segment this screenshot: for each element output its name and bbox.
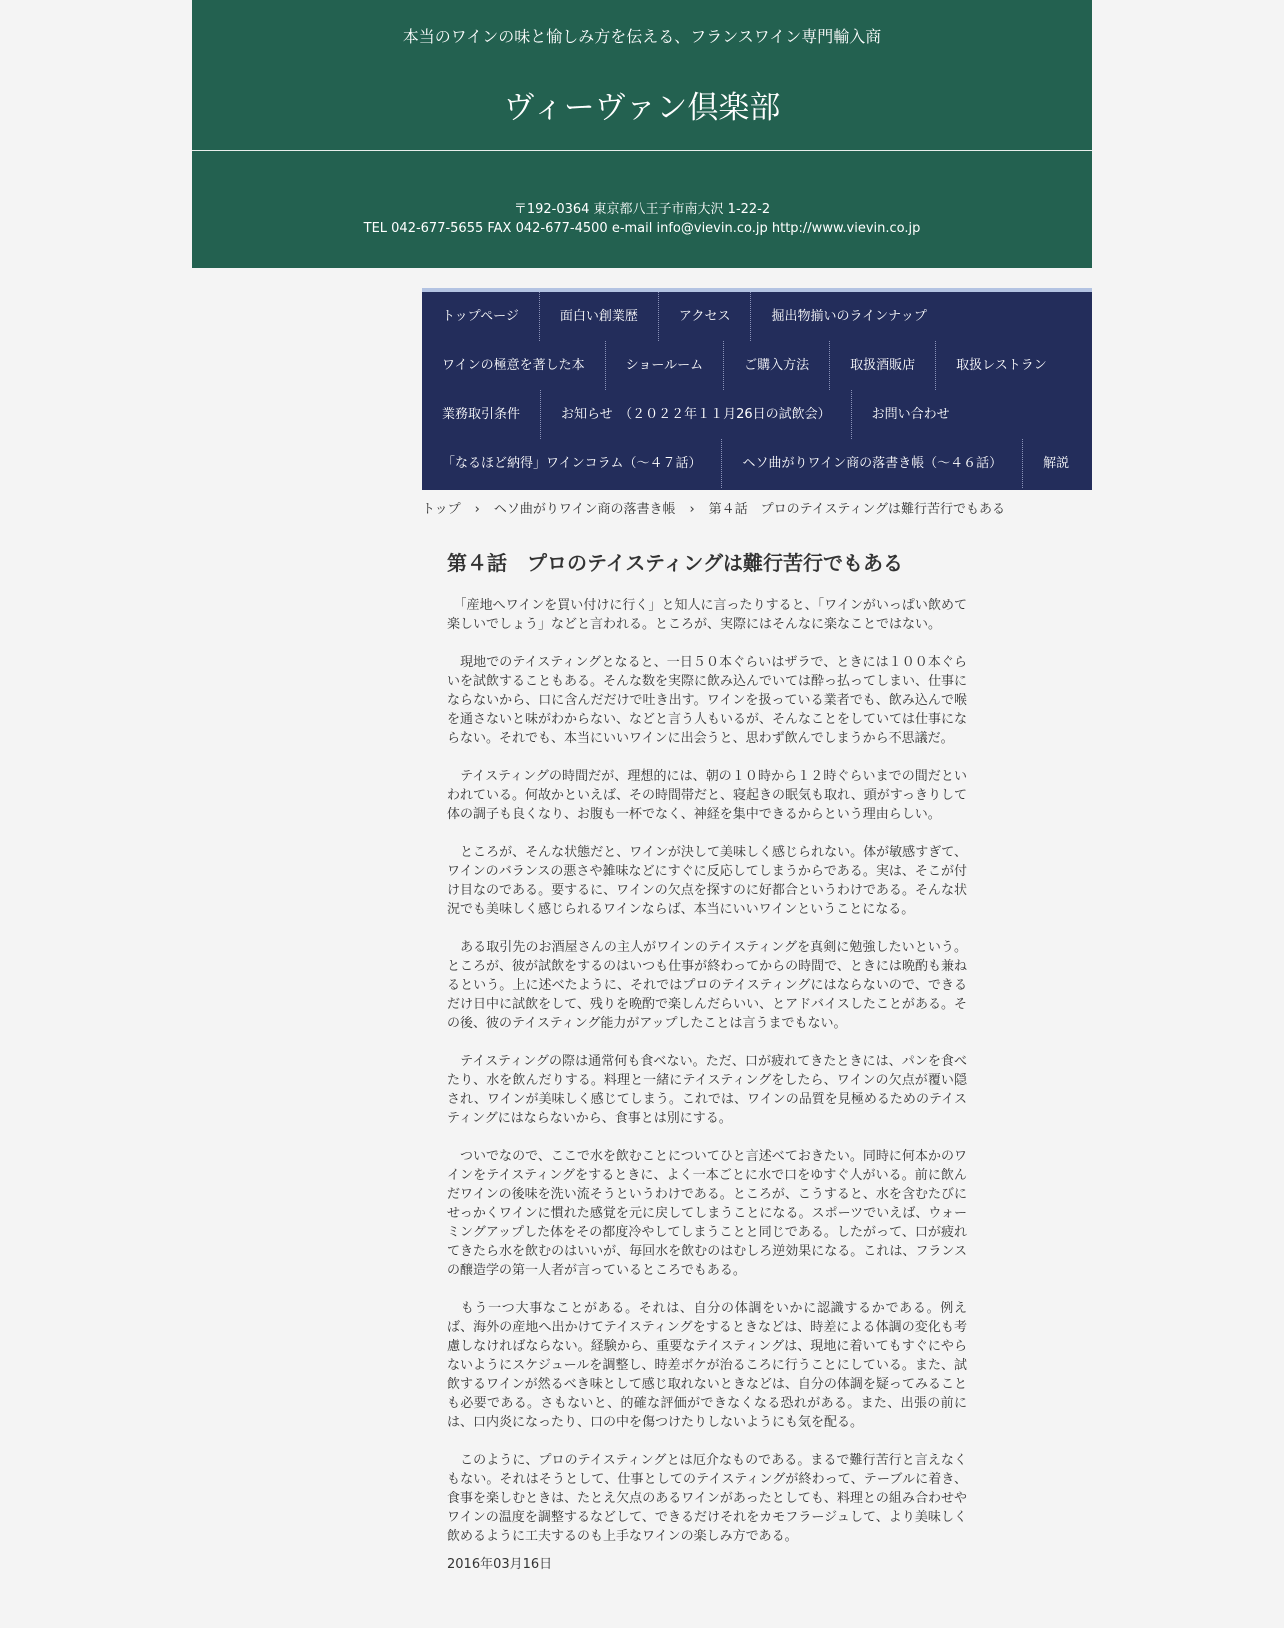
article-paragraph: ところが、そんな状態だと、ワインが決して美味しく感じられない。体が敏感すぎて、ワインのバランスの悪さや雑味などにすぐに反応してしまうからである。実は、そこが付け目なのである。要するに、ワインの欠点を探すのに好都合というわけである。そんな状況でも美味しく感じられるワインならば、本当にいいワインということになる。	[447, 845, 967, 917]
article-paragraph: このように、プロのテイスティングとは厄介なものである。まるで難行苦行と言えなくもない。それはそうとして、仕事としてのテイスティングが終わって、テーブルに着き、食事を楽しむときは、たとえ欠点のあるワインがあったとしても、料理との組み合わせやワインの温度を調整するなどして、できるだけそれをカモフラージュして、より美味しく飲めるように工夫するのも上手なワインの楽しみ方である。	[447, 1453, 967, 1544]
site-address: 〒192-0364 東京都八王子市南大沢 1-22-2	[513, 202, 771, 217]
article-paragraph: もう一つ大事なことがある。それは、自分の体調をいかに認識するかである。例えば、海外の産地へ出かけてテイスティングをするときなどは、時差による体調の変化も考慮しなければならない。経験から、重要なテイスティングは、現地に着いてもすぐにやらないようにスケジュールを調整し、時差ボケが治るころに行うことにしている。また、試飲するワインが然るべき味として感じ取れないときなどは、自分の体調を疑ってみることも必要である。さもないと、的確な評価ができなくなる恐れがある。また、出張の前には、口内炎になったり、口の中を傷つけたりしないようにも気を配る。	[447, 1301, 967, 1430]
nav-item-terms[interactable]: 業務取引条件	[422, 390, 541, 439]
breadcrumb-separator: ›	[474, 502, 480, 517]
nav-item-history[interactable]: 面白い創業歴	[540, 292, 659, 341]
nav-item-news[interactable]: お知らせ （２０２２年１１月26日の試飲会）	[541, 390, 852, 439]
main-navigation	[422, 288, 1092, 490]
nav-item-access[interactable]: アクセス	[659, 292, 752, 341]
breadcrumb-separator: ›	[689, 502, 695, 517]
site-contact: TEL 042-677-5655 FAX 042-677-4500 e-mail info@vievin.co.jp http://www.vievin.co.jp	[363, 221, 921, 236]
article-paragraph: 「産地へワインを買い付けに行く」と知人に言ったりすると、「ワインがいっぱい飲めて楽しいでしょう」などと言われる。ところが、実際にはそんなに楽なことではない。	[447, 598, 967, 632]
nav-item-lineup[interactable]: 掘出物揃いのラインナップ	[771, 309, 927, 324]
nav-row	[422, 439, 1089, 488]
nav-item-retailers[interactable]: 取扱酒販店	[830, 341, 936, 390]
site-header	[192, 0, 1092, 268]
nav-item-contact[interactable]: お問い合わせ	[871, 407, 950, 422]
nav-item-commentary[interactable]: 解説	[1043, 456, 1070, 471]
nav-item-restaurants[interactable]: 取扱レストラン	[956, 358, 1047, 373]
article-paragraph: ついでなので、ここで水を飲むことについてひと言述べておきたい。同時に何本かのワインをテイスティングをするときに、よく一本ごとに水で口をゆすぐ人がいる。前に飲んだワインの後味を洗い流そうというわけである。ところが、こうすると、水を含むたびにせっかくワインに慣れた感覚を元に戻してしまうことになる。スポーツでいえば、ウォーミングアップした体をその都度冷やしてしまうことと同じである。したがって、口が疲れてきたら水を飲むのはいいが、毎回水を飲むのはむしろ逆効果になる。これは、フランスの醸造学の第一人者が言っているところでもある。	[447, 1149, 967, 1278]
article-paragraph: テイスティングの際は通常何も食べない。ただ、口が疲れてきたときには、パンを食べたり、水を飲んだりする。料理と一緒にテイスティングをしたら、ワインの欠点が覆い隠され、ワインが美味しく感じてしまう。これでは、ワインの品質を見極めるためのテイスティングにはならないから、食事とは別にする。	[447, 1054, 967, 1126]
nav-item-showroom[interactable]: ショールーム	[606, 341, 724, 390]
nav-item-book[interactable]: ワインの極意を著した本	[422, 341, 606, 390]
article-paragraph: テイスティングの時間だが、理想的には、朝の１０時から１２時ぐらいまでの間だといわれている。何故かといえば、その時間帯だと、寝起きの眠気も取れ、頭がすっきりして体の調子も良くなり、お腹も一杯でなく、神経を集中できるからという理由らしい。	[447, 769, 968, 822]
breadcrumb-current: 第４話 プロのテイスティングは難行苦行でもある	[708, 502, 1006, 517]
nav-item-purchase[interactable]: ご購入方法	[724, 341, 830, 390]
article-title: 第４話 プロのテイスティングは難行苦行でもある	[447, 551, 903, 575]
nav-row	[422, 292, 947, 341]
site-title[interactable]: ヴィーヴァン倶楽部	[503, 90, 781, 126]
nav-item-top[interactable]: トップページ	[422, 292, 540, 341]
breadcrumb-link-notebook[interactable]: ヘソ曲がりワイン商の落書き帳	[493, 502, 676, 517]
article-paragraph: 現地でのテイスティングとなると、一日５０本ぐらいはザラで、ときには１００本ぐらいを試飲することもある。そんな数を実際に飲み込んでいては酔っ払ってしまい、仕事にならないから、口に含んだだけで吐き出す。ワインを扱っている業者でも、飲み込んで喉を通さないと味がわからない、などと言う人もいるが、そんなことをしていては仕事にならない。それでも、本当にいいワインに出会うと、思わず飲んでしまうから不思議だ。	[447, 655, 968, 746]
header-divider	[192, 150, 1092, 151]
article-paragraph: ある取引先のお酒屋さんの主人がワインのテイスティングを真剣に勉強したいという。ところが、彼が試飲をするのはいつも仕事が終わってからの時間で、ときには晩酌も兼ねるという。上に述べたように、それではプロのテイスティングにはならないので、できるだけ日中に試飲をして、残りを晩酌で楽しんだらいい、とアドバイスしたことがある。その後、彼のテイスティング能力がアップしたことは言うまでもない。	[447, 940, 967, 1031]
nav-row	[422, 341, 1067, 390]
breadcrumb-link-top[interactable]: トップ	[422, 502, 461, 517]
nav-item-notebook[interactable]: ヘソ曲がりワイン商の落書き帳（～４６話）	[722, 439, 1023, 488]
nav-item-column[interactable]: 「なるほど納得」ワインコラム（～４７話）	[422, 439, 722, 488]
site-tagline: 本当のワインの味と愉しみ方を伝える、フランスワイン専門輸入商	[402, 27, 882, 46]
article	[447, 548, 967, 1574]
nav-row	[422, 390, 970, 439]
breadcrumb	[422, 500, 1005, 520]
post-date: 2016年03月16日	[447, 1557, 553, 1572]
